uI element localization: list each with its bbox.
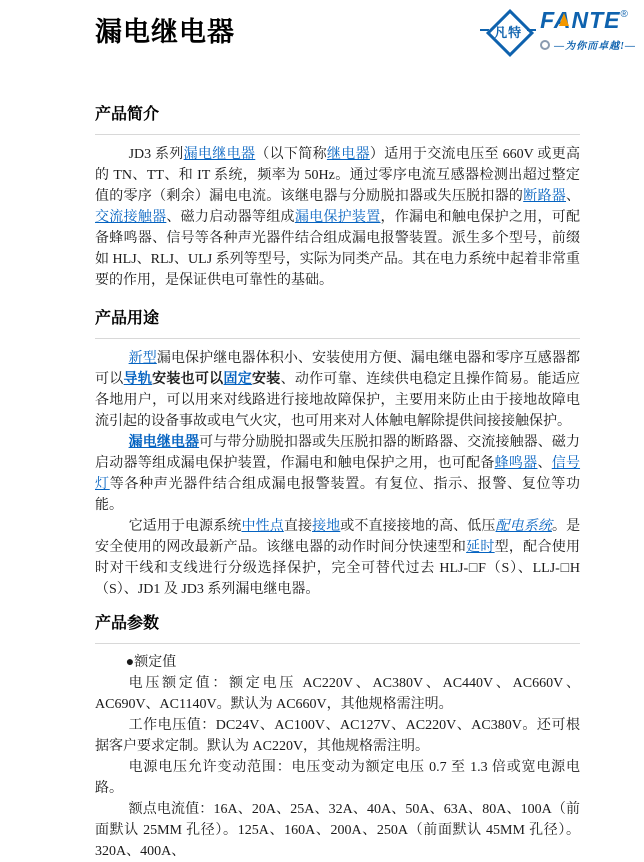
usage-paragraph-1 bbox=[95, 348, 580, 432]
usage-paragraph-3 bbox=[95, 516, 580, 600]
text-link[interactable]: 中性点 bbox=[241, 519, 284, 534]
diamond-text: 凡特 bbox=[494, 25, 523, 40]
text-link[interactable]: 断路器 bbox=[523, 189, 567, 204]
gear-icon bbox=[540, 40, 550, 50]
text-run: 、 bbox=[566, 189, 581, 204]
text-run: 、动作可靠、连续供电稳定且操作简易。能适应各地用户，可以用来对线路进行接地故障保护，主要用来防止由于接地故障电流引起的设备事故或电气火灾，也可用来对人体触电解除提供间接接触保护。 bbox=[95, 372, 581, 429]
text-run: （以下简称 bbox=[255, 147, 327, 162]
brand-wordmark: FANTE bbox=[540, 7, 621, 33]
text-run: JD3 系列 bbox=[128, 147, 184, 162]
section-divider bbox=[95, 134, 580, 135]
text-link[interactable]: 接地 bbox=[312, 519, 341, 534]
logo-diamond-mark bbox=[482, 8, 534, 54]
tagline-row bbox=[540, 37, 636, 52]
text-run: 直接 bbox=[283, 519, 313, 534]
section-divider bbox=[95, 643, 580, 644]
diamond-right-line bbox=[527, 29, 536, 31]
params-paragraph-working-voltage: 工作电压值：DC24V、AC100V、AC127V、AC220V、AC380V。还可根据客户要求定制。默认为 AC220V，其他规格需注明。 bbox=[95, 718, 580, 754]
text-run: 可与带分励脱扣器或失压脱扣器的断路器、交流接触器、磁力启动器等组成漏电保护装置，作漏电和触电保护之用，也可配备 bbox=[95, 435, 581, 471]
text-run: ，作漏电和触电保护之用，可配备蜂鸣器、信号等各种声光器件结合组成漏电报警装置。派生多个型号，前缀如 HLJ、RLJ、ULJ 系列等型号，实际为同类产品。其在电力系统中起着非常重要的作用，是保证供电可靠性的基础。 bbox=[95, 210, 581, 288]
params-paragraph-voltage-rated: 电压额定值：额定电压 AC220V、AC380V、AC440V、AC660V、AC690V、AC1140V。默认为 AC660V，其他规格需注明。 bbox=[95, 676, 580, 712]
section-heading-intro: 产品简介 bbox=[95, 106, 160, 123]
brand-row bbox=[540, 8, 636, 36]
usage-paragraph-2 bbox=[95, 432, 580, 516]
text-link[interactable]: 信号灯 bbox=[95, 456, 581, 492]
params-paragraph-rated-current: 额点电流值：16A、20A、25A、32A、40A、50A、63A、80A、100A（前面默认 25MM 孔径）。125A、160A、200A、250A（前面默认 45MM 孔径）。320A、400A、 bbox=[95, 802, 580, 859]
text-run: 。是安全使用的网改最新产品。该继电器的动作时间分快速型和 bbox=[95, 519, 581, 555]
params-bullet-rated-values: ●额定值 bbox=[125, 655, 177, 670]
text-link[interactable]: 漏电继电器 bbox=[128, 435, 200, 450]
text-link[interactable]: 延时 bbox=[466, 540, 495, 555]
brand-tagline: —为你而卓越!— bbox=[554, 41, 636, 52]
brand-logo bbox=[482, 8, 636, 54]
section-heading-params: 产品参数 bbox=[95, 615, 160, 632]
text-run: 安装也可以 bbox=[152, 372, 224, 387]
text-link[interactable]: 漏电继电器 bbox=[183, 147, 256, 162]
text-link[interactable]: 导轨 bbox=[123, 372, 153, 387]
text-link[interactable]: 新型 bbox=[128, 351, 157, 366]
logo-wordmark-block bbox=[540, 8, 636, 52]
text-run: 等各种声光器件结合组成漏电报警装置。有复位、指示、报警、复位等功能。 bbox=[95, 477, 580, 513]
text-run: 它适用于电源系统 bbox=[128, 519, 242, 534]
section-product-params bbox=[95, 613, 580, 862]
section-product-usage bbox=[95, 308, 580, 600]
text-run: 型，配合使用时对干线和支线进行分级选择保护，完全可替代过去 HLJ-□F（S）、LLJ-□H（S）、JD1 及 JD3 系列漏电继电器。 bbox=[95, 540, 581, 597]
text-run: 、 bbox=[537, 456, 552, 471]
section-divider bbox=[95, 338, 580, 339]
text-link[interactable]: 蜂鸣器 bbox=[494, 456, 538, 471]
section-heading-usage: 产品用途 bbox=[95, 310, 160, 327]
text-run: ）适用于交流电压至 660V 或更高的 TN、TT、和 IT 系统，频率为 50Hz。通过零序电流互感器检测出超过整定值的零序（剩余）漏电电流。该继电器与分励脱扣器或失压脱扣器的 bbox=[95, 147, 581, 204]
intro-paragraph bbox=[95, 144, 580, 291]
page-header bbox=[95, 7, 636, 52]
text-link[interactable]: 漏电保护装置 bbox=[294, 210, 381, 225]
text-link[interactable]: 固定 bbox=[223, 372, 253, 387]
section-product-intro bbox=[95, 104, 580, 291]
page-title: 漏电继电器 bbox=[95, 17, 235, 47]
text-link[interactable]: 配电系统 bbox=[495, 519, 552, 534]
text-link[interactable]: 交流接触器 bbox=[95, 210, 167, 225]
params-paragraph-voltage-range: 电源电压允许变动范围：电压变动为额定电压 0.7 至 1.3 倍或宽电源电路。 bbox=[95, 760, 580, 796]
text-run: 或不直接接地的高、低压 bbox=[340, 519, 496, 534]
text-run: 、磁力启动器等组成 bbox=[166, 210, 295, 225]
registered-trademark-icon: ® bbox=[620, 9, 628, 20]
text-run: 漏电保护继电器体积小、安装使用方便、漏电继电器和零序互感器都可以 bbox=[95, 351, 581, 387]
text-run: 安装 bbox=[252, 372, 281, 387]
text-link[interactable]: 继电器 bbox=[326, 147, 370, 162]
